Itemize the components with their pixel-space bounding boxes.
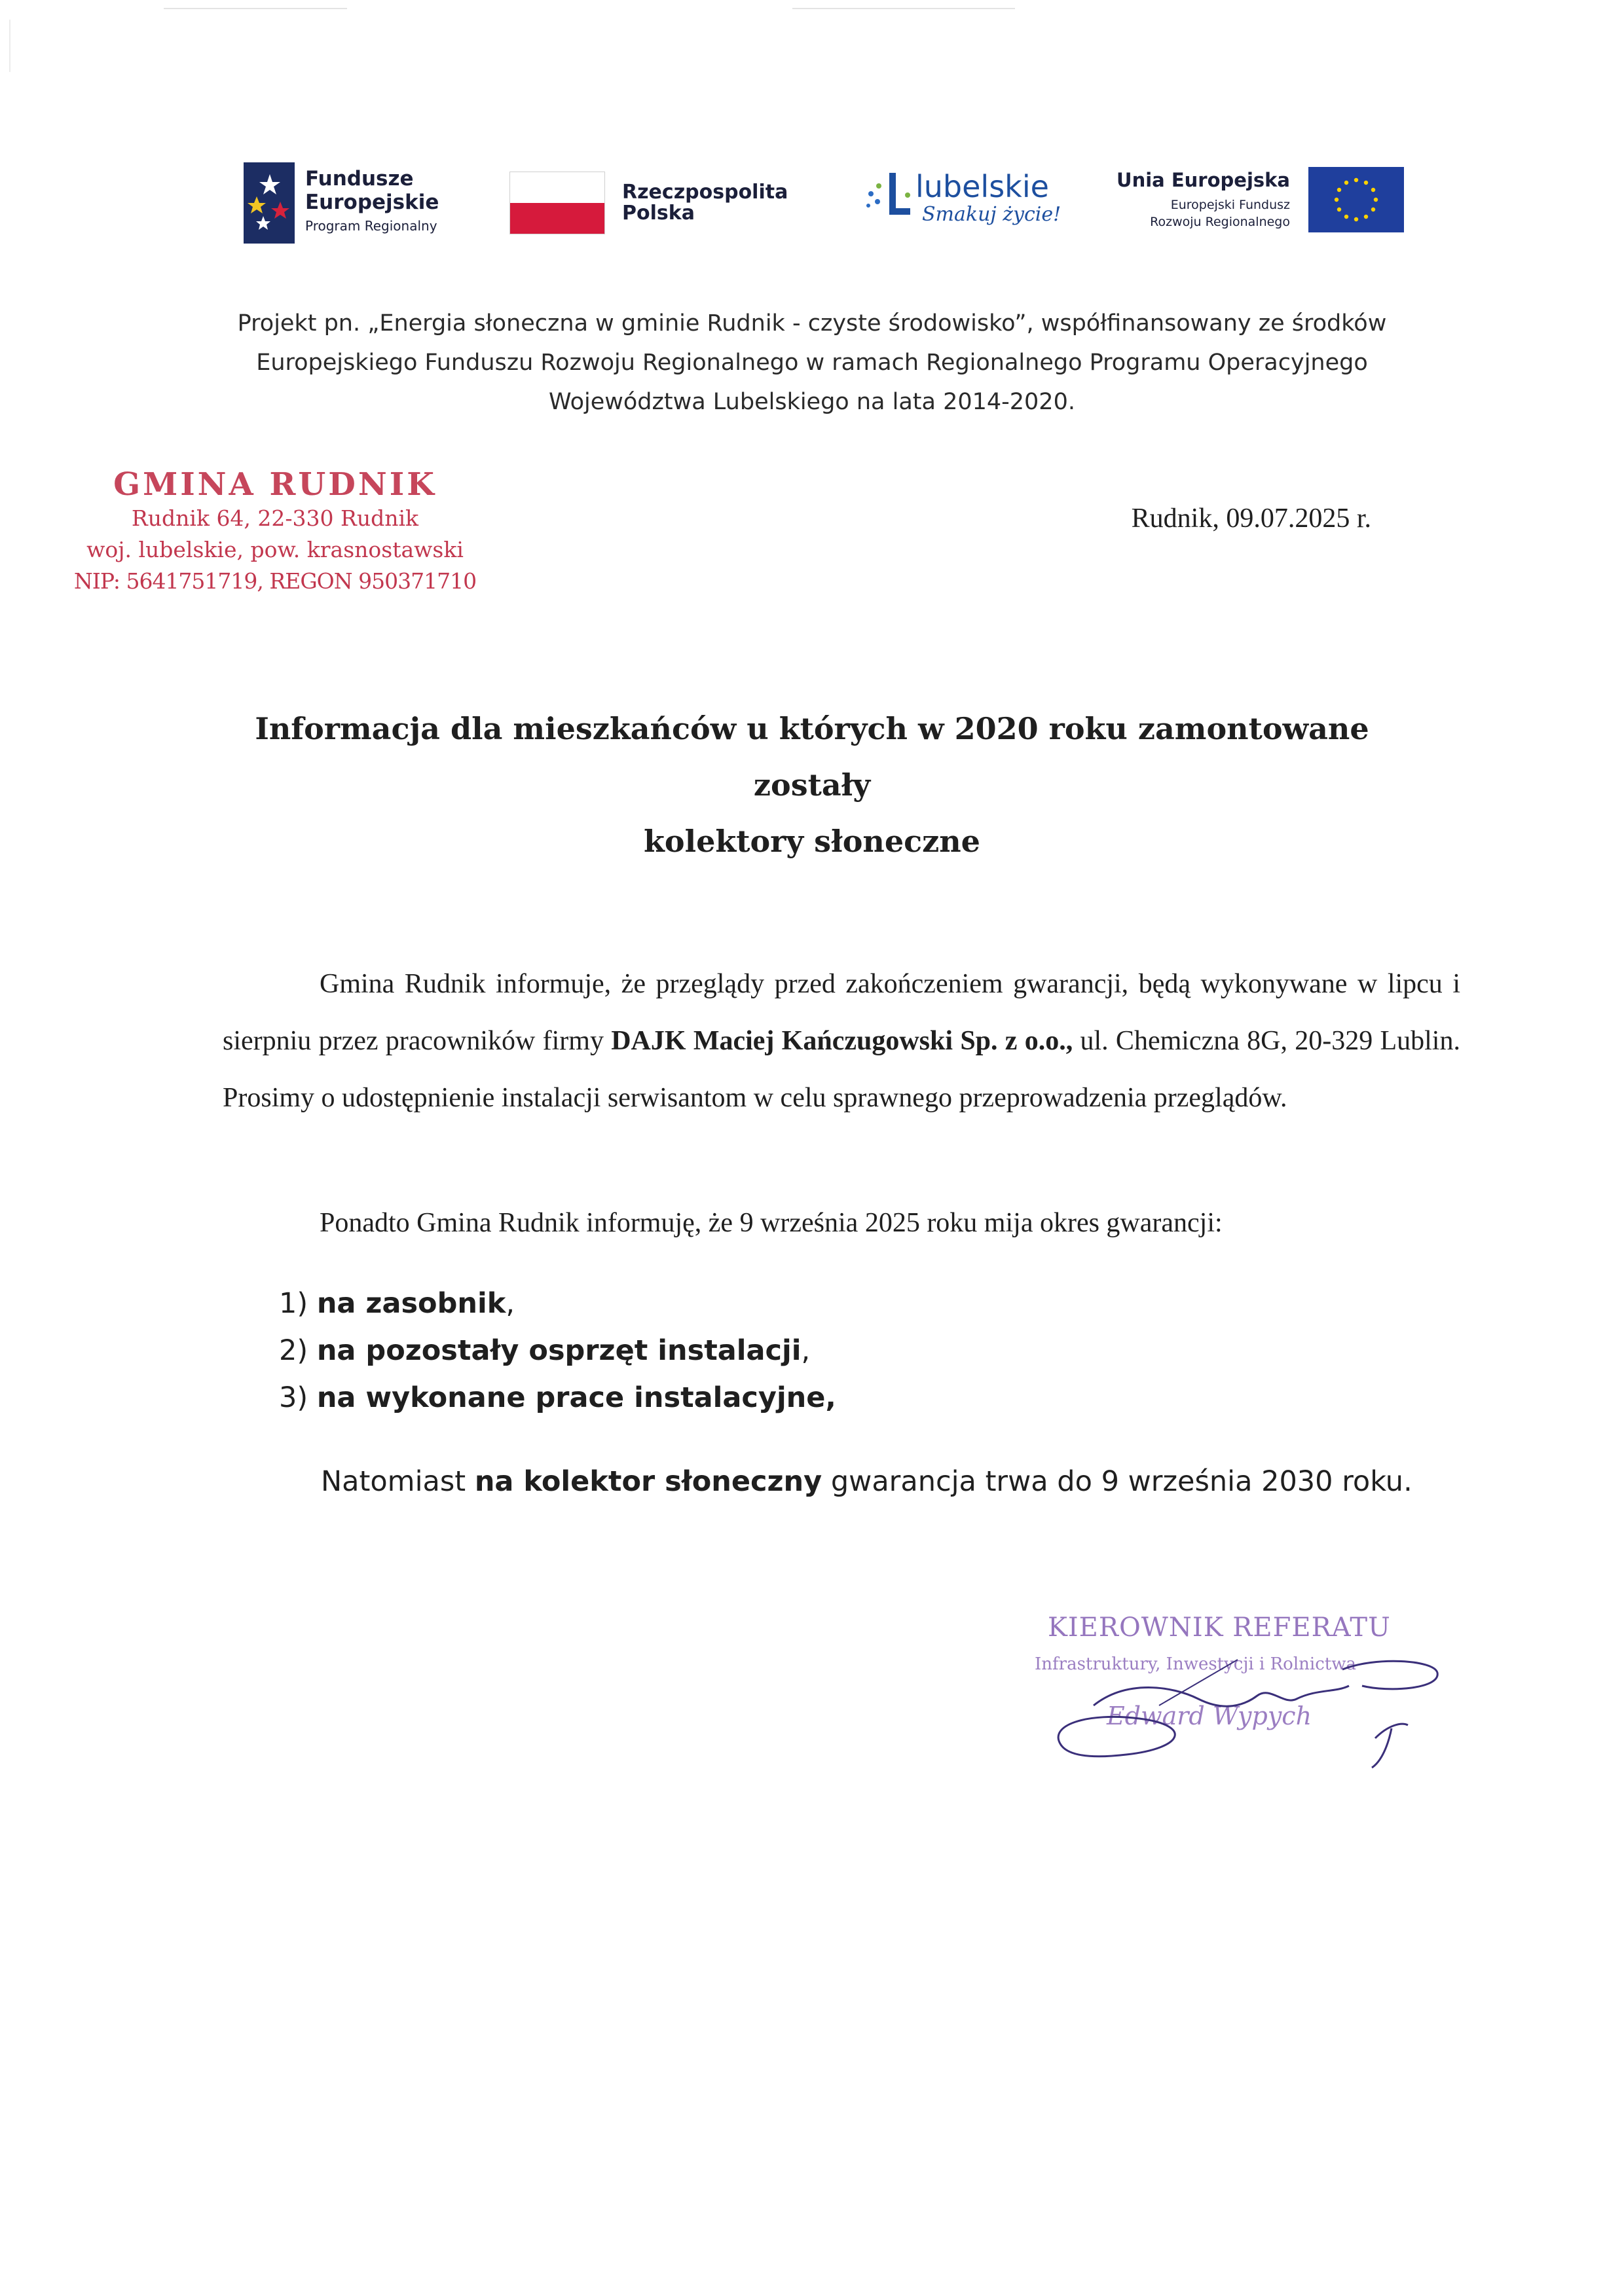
list-item — [279, 1327, 836, 1374]
eu-star-icon — [1335, 198, 1338, 202]
lubelskie-logo-icon — [863, 168, 915, 227]
unia-subtitle-line1: Europejski Fundusz — [1170, 198, 1290, 212]
eu-star-icon — [1344, 215, 1348, 219]
signature-stamp — [1035, 1607, 1493, 1777]
paragraph-text: Gmina Rudnik informuje, że przeglądy przed zakończeniem gwarancji, będą wykonywane w lipcu i sierpniu przez pracowników firmy — [223, 969, 1460, 1056]
closing-text: Natomiast — [321, 1465, 475, 1498]
stamp-title: GMINA RUDNIK — [113, 466, 437, 503]
project-line: Województwa Lubelskiego na lata 2014-2020. — [549, 389, 1075, 415]
municipality-stamp — [65, 466, 485, 597]
closing-bold: na kolektor słoneczny — [474, 1465, 822, 1498]
warranty-list — [279, 1280, 836, 1421]
closing-sentence — [321, 1465, 1412, 1498]
list-item-number: 2) — [279, 1334, 308, 1367]
list-item-punct: , — [506, 1287, 515, 1320]
heading-line: Informacja dla mieszkańców u których w 2020 roku zamontowane zostały — [255, 711, 1369, 803]
eu-star-icon — [1364, 181, 1368, 185]
eu-flag-icon — [1308, 167, 1404, 232]
eu-star-icon — [1354, 217, 1358, 221]
scan-artifact-line — [164, 8, 347, 9]
eu-star-icon — [1354, 178, 1358, 182]
company-name: DAJK Maciej Kańczugowski Sp. z o.o., — [611, 1026, 1073, 1056]
list-item — [279, 1280, 836, 1327]
rzeczpospolita-line2: Polska — [622, 202, 695, 225]
stamp-region: woj. lubelskie, pow. krasnostawski — [86, 537, 464, 562]
paragraph-warranty-intro: Ponadto Gmina Rudnik informuję, że 9 września 2025 roku mija okres gwarancji: — [320, 1208, 1223, 1238]
document-date: Rudnik, 09.07.2025 r. — [1131, 503, 1371, 534]
stamp-address: Rudnik 64, 22-330 Rudnik — [131, 505, 419, 531]
project-statement — [196, 304, 1428, 422]
signature-title: KIEROWNIK REFERATU — [1048, 1613, 1391, 1643]
eu-star-icon — [1374, 198, 1378, 202]
eu-star-icon — [1337, 188, 1341, 192]
paragraph-inspections — [223, 956, 1460, 1127]
fundusze-title-line2: Europejskie — [305, 191, 439, 214]
project-line: Projekt pn. „Energia słoneczna w gminie Rudnik - czyste środowisko”, współfinansowany ze środków — [237, 310, 1387, 337]
stamp-ids: NIP: 5641751719, REGON 950371710 — [73, 568, 477, 594]
project-line: Europejskiego Funduszu Rozwoju Regionalnego w ramach Regionalnego Programu Operacyjnego — [256, 350, 1368, 376]
lubelskie-slogan: Smakuj życie! — [922, 203, 1061, 226]
list-item-punct: , — [801, 1334, 811, 1367]
signature-department: Infrastruktury, Inwestycji i Rolnictwa — [1035, 1654, 1356, 1674]
closing-text: gwarancja trwa do 9 września 2030 roku. — [822, 1465, 1412, 1498]
paragraph-text: ul. Chemiczna 8G, 20-329 Lublin. Prosimy o udostępnienie instalacji serwisantom w celu sprawnego przeprowadzenia przeglądów. — [223, 1026, 1460, 1113]
eu-star-icon — [1364, 215, 1368, 219]
fundusze-europejskie-icon — [244, 162, 295, 244]
eu-star-icon — [1371, 208, 1375, 211]
fundusze-title-line1: Fundusze — [305, 167, 414, 191]
unia-subtitle-line2: Rozwoju Regionalnego — [1150, 215, 1290, 229]
list-item-text: na pozostały osprzęt instalacji — [316, 1334, 802, 1367]
list-item — [279, 1374, 836, 1421]
signature-name: Edward Wypych — [1107, 1702, 1312, 1730]
rzeczpospolita-line1: Rzeczpospolita — [622, 181, 788, 204]
handwritten-signature-icon — [1035, 1607, 1493, 1777]
list-item-number: 3) — [279, 1381, 308, 1414]
eu-star-icon — [1371, 188, 1375, 192]
list-item-text: na wykonane prace instalacyjne, — [316, 1381, 836, 1414]
scan-artifact-edge — [9, 20, 10, 72]
document-heading — [196, 701, 1428, 869]
fundusze-subtitle: Program Regionalny — [305, 218, 437, 234]
list-item-text: na zasobnik — [316, 1287, 506, 1320]
scan-artifact-line — [792, 8, 1015, 9]
eu-star-icon — [1337, 208, 1341, 211]
unia-title: Unia Europejska — [1116, 169, 1290, 191]
heading-line: kolektory słoneczne — [644, 824, 980, 859]
list-item-number: 1) — [279, 1287, 308, 1320]
lubelskie-wordmark: lubelskie — [915, 169, 1049, 204]
eu-star-icon — [1344, 181, 1348, 185]
poland-flag-icon — [509, 172, 605, 234]
